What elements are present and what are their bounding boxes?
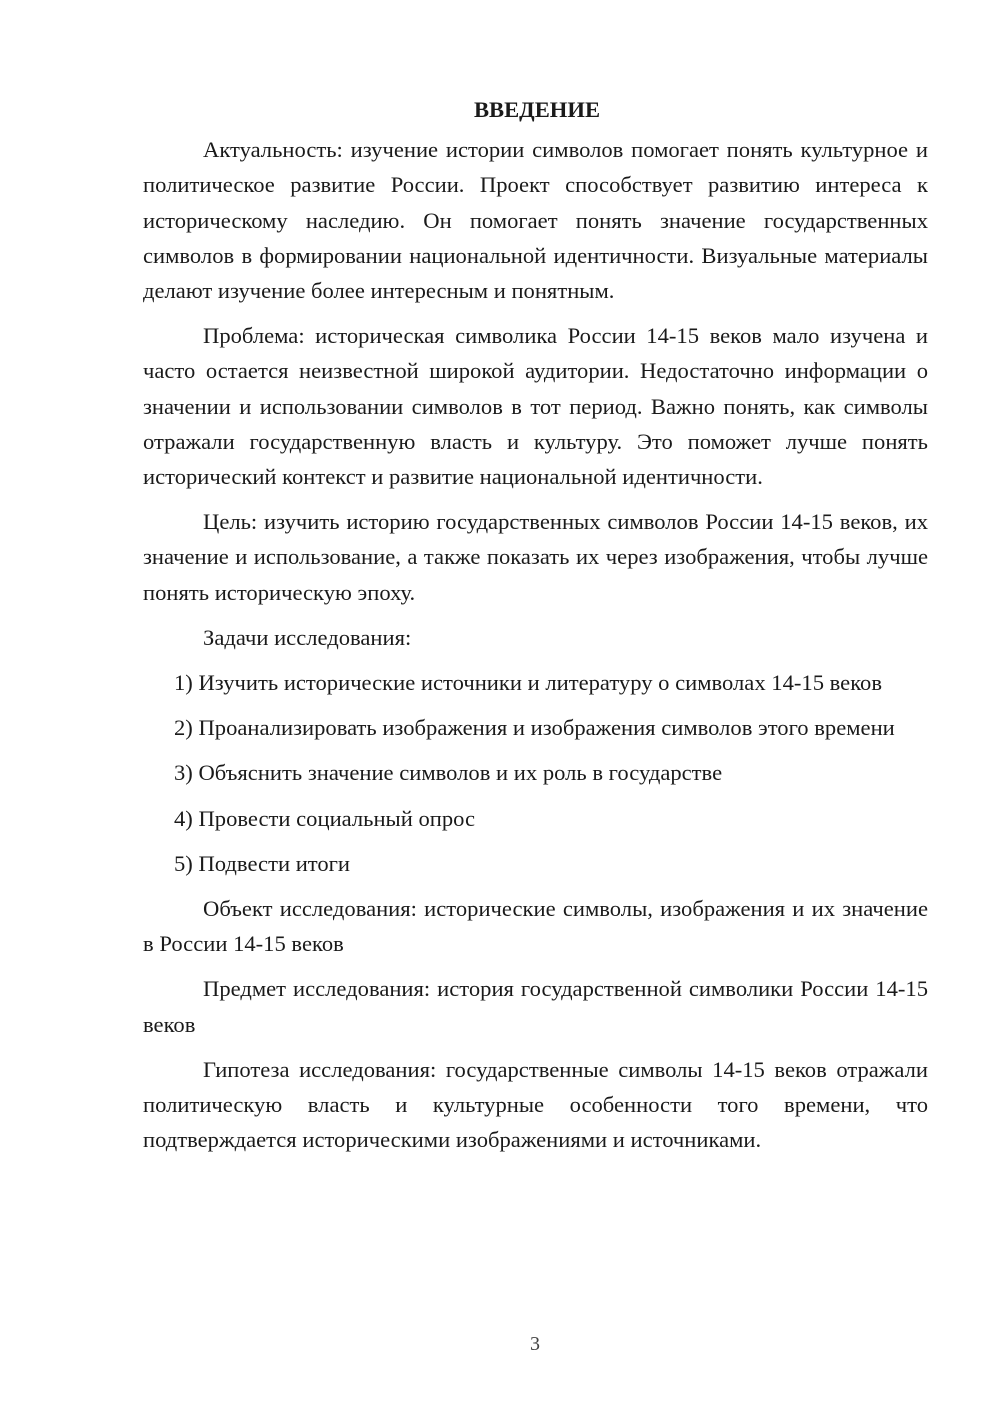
paragraph-relevance: Актуальность: изучение истории символов помогает понять культурное и политическое развитие России. Проект способствует развитию интереса к историческому наследию. Он помогает понять значение государственных символов в формировании национальной идентичности. Визуальные материалы делают изучение более интересным и понятным.	[143, 137, 928, 304]
page-number: 3	[530, 1333, 540, 1355]
paragraph-problem: Проблема: историческая символика России 14-15 веков мало изучена и часто остается неизвестной широкой аудитории. Недостаточно информации о значении и использовании символов в тот период. Важно понять, как символы отражали государственную власть и культуру. Это поможет лучше понять исторический контекст и развитие национальной идентичности.	[143, 323, 928, 490]
paragraph-goal: Цель: изучить историю государственных символов России 14-15 веков, их значение и использование, а также показать их через изображения, чтобы лучше понять историческую эпоху.	[143, 509, 928, 605]
task-item-1: 1) Изучить исторические источники и литературу о символах 14-15 веков	[174, 670, 882, 696]
paragraph-object: Объект исследования: исторические символы, изображения и их значение в России 14-15 веков	[143, 896, 928, 957]
section-title: ВВЕДЕНИЕ	[473, 97, 601, 122]
tasks-heading: Задачи исследования:	[203, 624, 412, 650]
task-list	[143, 665, 928, 881]
paragraph-subject: Предмет исследования: история государственной символики России 14-15 веков	[143, 976, 928, 1037]
paragraph-hypothesis: Гипотеза исследования: государственные символы 14-15 веков отражали политическую власть и культурные особенности того времени, что подтверждается историческими изображениями и источниками.	[143, 1056, 928, 1153]
page-body	[143, 92, 928, 1167]
task-item-3: 3) Объяснить значение символов и их роль в государстве	[174, 760, 723, 786]
task-item-5: 5) Подвести итоги	[174, 850, 351, 876]
task-item-4: 4) Провести социальный опрос	[174, 805, 476, 831]
task-item-2: 2) Проанализировать изображения и изображения символов этого времени	[174, 715, 895, 741]
